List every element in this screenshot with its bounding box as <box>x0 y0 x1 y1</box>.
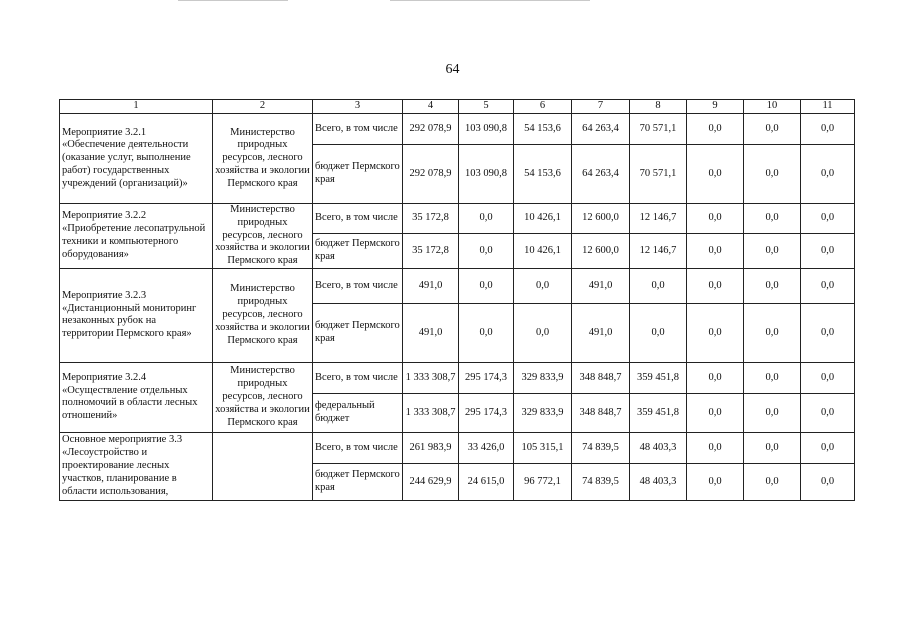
table-row <box>60 114 855 145</box>
value-cell: 48 403,3 <box>630 432 687 463</box>
table-row <box>60 204 855 234</box>
value-cell: 64 263,4 <box>572 145 630 204</box>
value-cell: 70 571,1 <box>630 145 687 204</box>
value-cell: 1 333 308,7 <box>403 393 459 432</box>
activity-name: Мероприятие 3.2.2 «Приобретение лесопатрульной техники и компьютерного оборудования» <box>60 204 213 269</box>
header-cell: 7 <box>572 100 630 114</box>
value-cell: 0,0 <box>687 362 744 393</box>
value-cell: 0,0 <box>630 303 687 362</box>
value-cell: 48 403,3 <box>630 463 687 500</box>
value-cell: 12 600,0 <box>572 204 630 234</box>
page-number: 64 <box>445 62 460 77</box>
funding-source: федеральный бюджет <box>313 393 403 432</box>
value-cell: 261 983,9 <box>403 432 459 463</box>
value-cell: 0,0 <box>744 303 801 362</box>
value-cell: 0,0 <box>687 268 744 303</box>
value-cell: 1 333 308,7 <box>403 362 459 393</box>
value-cell: 0,0 <box>801 234 855 269</box>
table-row <box>60 432 855 463</box>
value-cell: 0,0 <box>459 268 514 303</box>
header-cell: 9 <box>687 100 744 114</box>
scan-edge-line-left <box>178 0 288 1</box>
value-cell: 0,0 <box>801 463 855 500</box>
value-cell: 0,0 <box>801 432 855 463</box>
activity-name: Мероприятие 3.2.1 «Обеспечение деятельности (оказание услуг, выполнение работ) государственных учреждений (организаций)» <box>60 114 213 204</box>
value-cell: 0,0 <box>744 114 801 145</box>
value-cell: 103 090,8 <box>459 145 514 204</box>
value-cell: 0,0 <box>687 114 744 145</box>
value-cell: 0,0 <box>744 234 801 269</box>
value-cell: 0,0 <box>459 303 514 362</box>
value-cell: 491,0 <box>572 303 630 362</box>
value-cell: 0,0 <box>801 303 855 362</box>
value-cell: 0,0 <box>687 145 744 204</box>
value-cell: 0,0 <box>514 303 572 362</box>
activity-name: Мероприятие 3.2.4 «Осуществление отдельных полномочий в области лесных отношений» <box>60 362 213 432</box>
header-cell: 10 <box>744 100 801 114</box>
value-cell: 0,0 <box>744 393 801 432</box>
value-cell: 35 172,8 <box>403 234 459 269</box>
value-cell: 292 078,9 <box>403 145 459 204</box>
funding-source: бюджет Пермского края <box>313 234 403 269</box>
header-cell: 4 <box>403 100 459 114</box>
value-cell: 10 426,1 <box>514 204 572 234</box>
value-cell: 292 078,9 <box>403 114 459 145</box>
value-cell: 491,0 <box>403 268 459 303</box>
header-cell: 2 <box>213 100 313 114</box>
responsible-executor <box>213 432 313 500</box>
value-cell: 295 174,3 <box>459 393 514 432</box>
header-cell: 3 <box>313 100 403 114</box>
header-cell: 5 <box>459 100 514 114</box>
value-cell: 12 146,7 <box>630 234 687 269</box>
header-cell: 8 <box>630 100 687 114</box>
value-cell: 0,0 <box>687 204 744 234</box>
responsible-executor: Министерство природных ресурсов, лесного хозяйства и экологии Пермского края <box>213 268 313 362</box>
responsible-executor: Министерство природных ресурсов, лесного хозяйства и экологии Пермского края <box>213 204 313 269</box>
value-cell: 0,0 <box>459 234 514 269</box>
responsible-executor: Министерство природных ресурсов, лесного хозяйства и экологии Пермского края <box>213 362 313 432</box>
budget-table <box>59 99 855 501</box>
value-cell: 54 153,6 <box>514 114 572 145</box>
funding-source: бюджет Пермского края <box>313 303 403 362</box>
value-cell: 12 146,7 <box>630 204 687 234</box>
value-cell: 295 174,3 <box>459 362 514 393</box>
value-cell: 359 451,8 <box>630 393 687 432</box>
header-cell: 6 <box>514 100 572 114</box>
value-cell: 0,0 <box>687 393 744 432</box>
value-cell: 33 426,0 <box>459 432 514 463</box>
value-cell: 348 848,7 <box>572 393 630 432</box>
value-cell: 0,0 <box>801 393 855 432</box>
funding-source: Всего, в том числе <box>313 114 403 145</box>
value-cell: 0,0 <box>687 463 744 500</box>
table-row <box>60 268 855 303</box>
value-cell: 329 833,9 <box>514 362 572 393</box>
value-cell: 0,0 <box>801 114 855 145</box>
value-cell: 54 153,6 <box>514 145 572 204</box>
header-cell: 11 <box>801 100 855 114</box>
value-cell: 0,0 <box>801 362 855 393</box>
funding-source: Всего, в том числе <box>313 432 403 463</box>
table-row <box>60 362 855 393</box>
value-cell: 35 172,8 <box>403 204 459 234</box>
value-cell: 0,0 <box>744 432 801 463</box>
value-cell: 0,0 <box>687 303 744 362</box>
value-cell: 0,0 <box>687 234 744 269</box>
value-cell: 10 426,1 <box>514 234 572 269</box>
activity-name: Мероприятие 3.2.3 «Дистанционный мониторинг незаконных рубок на территории Пермского края» <box>60 268 213 362</box>
funding-source: Всего, в том числе <box>313 204 403 234</box>
value-cell: 0,0 <box>744 145 801 204</box>
value-cell: 103 090,8 <box>459 114 514 145</box>
value-cell: 12 600,0 <box>572 234 630 269</box>
value-cell: 74 839,5 <box>572 432 630 463</box>
funding-source: Всего, в том числе <box>313 268 403 303</box>
value-cell: 105 315,1 <box>514 432 572 463</box>
scan-edge-line-right <box>390 0 590 1</box>
header-cell: 1 <box>60 100 213 114</box>
value-cell: 0,0 <box>459 204 514 234</box>
funding-source: бюджет Пермского края <box>313 145 403 204</box>
value-cell: 0,0 <box>744 204 801 234</box>
value-cell: 0,0 <box>801 268 855 303</box>
value-cell: 0,0 <box>514 268 572 303</box>
value-cell: 0,0 <box>801 204 855 234</box>
funding-source: бюджет Пермского края <box>313 463 403 500</box>
value-cell: 0,0 <box>630 268 687 303</box>
value-cell: 491,0 <box>572 268 630 303</box>
value-cell: 96 772,1 <box>514 463 572 500</box>
value-cell: 329 833,9 <box>514 393 572 432</box>
responsible-executor: Министерство природных ресурсов, лесного хозяйства и экологии Пермского края <box>213 114 313 204</box>
value-cell: 0,0 <box>744 463 801 500</box>
value-cell: 24 615,0 <box>459 463 514 500</box>
value-cell: 0,0 <box>744 362 801 393</box>
value-cell: 64 263,4 <box>572 114 630 145</box>
activity-name: Основное мероприятие 3.3 «Лесоустройство и проектирование лесных участков, планирование в области использования, <box>60 432 213 500</box>
value-cell: 359 451,8 <box>630 362 687 393</box>
value-cell: 74 839,5 <box>572 463 630 500</box>
funding-source: Всего, в том числе <box>313 362 403 393</box>
value-cell: 0,0 <box>687 432 744 463</box>
value-cell: 70 571,1 <box>630 114 687 145</box>
value-cell: 0,0 <box>744 268 801 303</box>
value-cell: 491,0 <box>403 303 459 362</box>
value-cell: 348 848,7 <box>572 362 630 393</box>
header-row <box>60 100 855 114</box>
value-cell: 0,0 <box>801 145 855 204</box>
value-cell: 244 629,9 <box>403 463 459 500</box>
